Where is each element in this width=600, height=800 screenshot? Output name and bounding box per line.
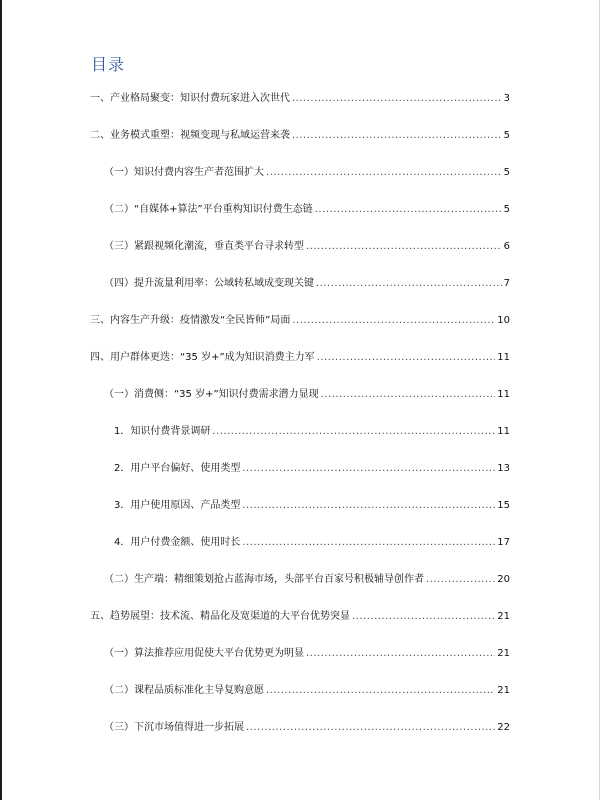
toc-dot-leader	[242, 499, 495, 513]
toc-page-number: 5	[503, 130, 510, 141]
toc-entry-text: 二、业务模式重塑：视频变现与私域运营来袭	[90, 130, 290, 141]
toc-entry-text: （四）提升流量利用率：公域转私域成变现关键	[104, 278, 314, 289]
toc-entry-text: 一、产业格局聚变：知识付费玩家进入次世代	[90, 93, 290, 104]
toc-entry-text: （二）生产端：精细策划抢占蓝海市场，头部平台百家号积极辅导创作者	[104, 574, 424, 585]
toc-entry-text: （三）下沉市场值得进一步拓展	[104, 722, 244, 733]
toc-entry-text: 3．用户使用原因、产品类型	[114, 500, 241, 511]
toc-entry-text: 四、用户群体更迭：“35 岁+”成为知识消费主力军	[90, 352, 315, 363]
toc-page-number: 5	[503, 167, 510, 178]
toc-entry-section-2-4[interactable]	[104, 271, 510, 291]
toc-dot-leader	[212, 425, 495, 439]
toc-page-number: 11	[497, 389, 510, 400]
toc-dot-leader	[306, 647, 495, 661]
toc-dot-leader	[292, 92, 502, 106]
toc-entry-section-2-2[interactable]	[104, 197, 510, 217]
toc-entry-section-5[interactable]	[90, 604, 510, 624]
toc-page-number: 6	[503, 241, 510, 252]
toc-entry-text: （二）课程品质标准化主导复购意愿	[104, 685, 264, 696]
toc-dot-leader	[315, 203, 502, 217]
toc-entry-text: 三、内容生产升级：疫情激发“全民皆师”局面	[90, 315, 291, 326]
toc-page-number: 11	[497, 426, 510, 437]
toc-dot-leader	[316, 277, 502, 291]
toc-entry-section-2-3[interactable]	[104, 234, 510, 254]
toc-page-number: 22	[497, 722, 510, 733]
toc-entry-section-5-2[interactable]	[104, 678, 510, 698]
toc-dot-leader	[266, 166, 502, 180]
page-left-edge	[0, 0, 2, 800]
toc-entry-text: 2．用户平台偏好、使用类型	[114, 463, 241, 474]
toc-entry-section-4-2[interactable]	[104, 567, 510, 587]
toc-page-number: 21	[497, 648, 510, 659]
toc-page-number: 3	[503, 93, 510, 104]
toc-entry-text: （一）消费侧：“35 岁+”知识付费需求潜力显现	[104, 389, 319, 400]
toc-dot-leader	[242, 462, 495, 476]
toc-entry-section-1[interactable]	[90, 86, 510, 106]
toc-dot-leader	[321, 388, 496, 402]
toc-dot-leader	[242, 536, 495, 550]
toc-dot-leader	[306, 240, 502, 254]
toc-entry-text: （三）紧跟视频化潮流，垂直类平台寻求转型	[104, 241, 304, 252]
toc-dot-leader	[266, 684, 495, 698]
toc-dot-leader	[352, 610, 495, 624]
toc-page-number: 7	[503, 278, 510, 289]
toc-dot-leader	[292, 314, 495, 328]
toc-dot-leader	[246, 721, 495, 735]
toc-page-number: 21	[497, 685, 510, 696]
toc-page-number: 10	[497, 315, 510, 326]
toc-entry-section-3[interactable]	[90, 308, 510, 328]
toc-entry-section-4-1-4[interactable]	[114, 530, 510, 550]
toc-entry-text: 4．用户付费金额、使用时长	[114, 537, 241, 548]
toc-entry-text: 1．知识付费背景调研	[114, 426, 211, 437]
toc-title: 目录	[91, 55, 126, 74]
toc-entry-section-4-1-3[interactable]	[114, 493, 510, 513]
toc-page-number: 11	[497, 352, 510, 363]
toc-entry-text: （一）算法推荐应用促使大平台优势更为明显	[104, 648, 304, 659]
toc-entry-section-5-3[interactable]	[104, 715, 510, 735]
toc-entry-text: （二）“自媒体+算法”平台重构知识付费生态链	[104, 204, 313, 215]
toc-entry-text: （一）知识付费内容生产者范围扩大	[104, 167, 264, 178]
toc-page-number: 20	[497, 574, 510, 585]
toc-page-number: 13	[497, 463, 510, 474]
toc-page-number: 15	[497, 500, 510, 511]
toc-page-number: 5	[503, 204, 510, 215]
toc-dot-leader	[426, 573, 495, 587]
toc-dot-leader	[317, 351, 496, 365]
toc-entry-section-4-1-1[interactable]	[114, 419, 510, 439]
toc-entry-section-4-1[interactable]	[104, 382, 510, 402]
toc-entry-section-2[interactable]	[90, 123, 510, 143]
toc-entry-section-4[interactable]	[90, 345, 510, 365]
toc-entry-section-4-1-2[interactable]	[114, 456, 510, 476]
toc-entry-section-2-1[interactable]	[104, 160, 510, 180]
toc-entry-section-5-1[interactable]	[104, 641, 510, 661]
toc-page-number: 21	[497, 611, 510, 622]
toc-entry-text: 五、趋势展望：技术流、精品化及宽渠道的大平台优势突显	[90, 611, 350, 622]
toc-page-number: 17	[497, 537, 510, 548]
toc-dot-leader	[292, 129, 502, 143]
